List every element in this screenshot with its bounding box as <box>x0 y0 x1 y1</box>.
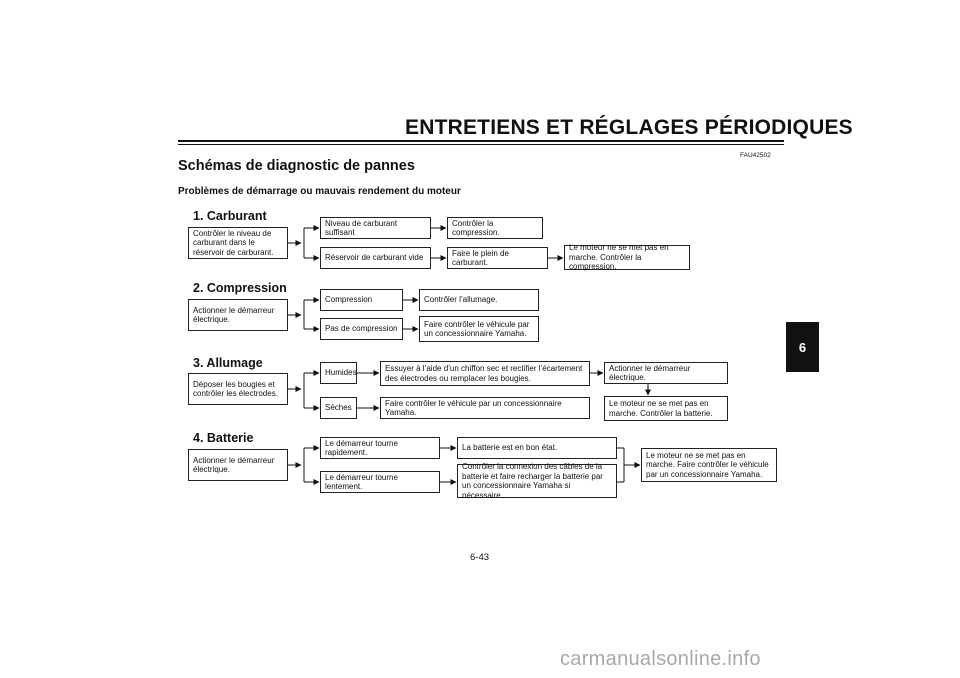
fuel-start-box <box>188 227 288 259</box>
battery-dealer-text: Le moteur ne se met pas en marche. Faire contrôler le véhicule par un concessionnaire Yamaha. <box>646 450 769 479</box>
heading-battery: 4. Batterie <box>193 431 254 445</box>
compression-ok-text: Compression <box>325 295 373 305</box>
fuel-sufficient-text: Niveau de carburant suffisant <box>325 218 398 237</box>
chapter-number: 6 <box>798 339 807 355</box>
fuel-start-text: Contrôler le niveau de carburant dans le réservoir de carburant. <box>193 228 274 257</box>
ignition-wet-box <box>320 362 357 384</box>
battery-good-text: La batterie est en bon état. <box>462 443 558 453</box>
compression-none-box <box>320 318 403 340</box>
compression-dealer-box <box>419 316 539 342</box>
battery-slow-text: Le démarreur tourne lentement. <box>325 472 398 491</box>
watermark: carmanualsonline.info <box>560 648 761 670</box>
ignition-clean-box <box>380 361 590 386</box>
ignition-clean-text: Essuyer à l’aide d’un chiffon sec et rectifier l’écartement des électrodes ou remplacer les bougies. <box>385 364 583 383</box>
battery-start-box <box>188 449 288 481</box>
compression-dealer-text: Faire contrôler le véhicule par un concessionnaire Yamaha. <box>424 319 530 338</box>
battery-fast-box <box>320 437 440 459</box>
ignition-wet-text: Humides <box>325 368 357 378</box>
battery-start-text: Actionner le démarreur électrique. <box>193 455 275 474</box>
compression-check-ignition-box <box>419 289 539 311</box>
heading-ignition: 3. Allumage <box>193 356 263 370</box>
fuel-check-compression-box <box>447 217 543 239</box>
fuel-refill-box <box>447 247 548 269</box>
compression-none-text: Pas de compression <box>325 324 398 334</box>
compression-check-ignition-text: Contrôler l’allumage. <box>424 295 498 305</box>
ignition-start-motor-text: Actionner le démarreur électrique. <box>609 363 691 382</box>
heading-compression: 2. Compression <box>193 281 287 295</box>
compression-start-text: Actionner le démarreur électrique. <box>193 305 275 324</box>
battery-recharge-text: Contrôler la connexion des câbles de la batterie et faire recharger la batterie par un concessionnaire Yamaha si nécessaire. <box>462 462 603 500</box>
page-number: 6-43 <box>470 552 490 563</box>
fuel-check-compression-text: Contrôler la compression. <box>452 218 500 237</box>
ignition-start-box <box>188 373 288 405</box>
chapter-tab <box>786 322 819 372</box>
fuel-refill-text: Faire le plein de carburant. <box>452 248 509 267</box>
ignition-no-start-text: Le moteur ne se met pas en marche. Contrôler la batterie. <box>609 399 713 418</box>
document-code: FAU42502 <box>740 152 771 159</box>
ignition-dry-box <box>320 397 357 419</box>
section-title: Schémas de diagnostic de pannes <box>178 158 415 174</box>
ignition-dealer-box <box>380 397 590 419</box>
compression-ok-box <box>320 289 403 311</box>
battery-fast-text: Le démarreur tourne rapidement. <box>325 438 398 457</box>
fuel-empty-box <box>320 247 431 269</box>
fuel-no-start-text: Le moteur ne se met pas en marche. Contrôler la compression. <box>569 243 669 272</box>
sub-title: Problèmes de démarrage ou mauvais rendement du moteur <box>178 186 461 197</box>
ignition-start-text: Déposer les bougies et contrôler les électrodes. <box>193 379 278 398</box>
ignition-no-start-box <box>604 396 728 421</box>
fuel-empty-text: Réservoir de carburant vide <box>325 253 424 263</box>
battery-slow-box <box>320 471 440 493</box>
compression-start-box <box>188 299 288 331</box>
ignition-dry-text: Sèches <box>325 403 352 413</box>
fuel-sufficient-box <box>320 217 431 239</box>
fuel-no-start-box <box>564 245 690 270</box>
battery-dealer-box <box>641 448 777 482</box>
ignition-start-motor-box <box>604 362 728 384</box>
page-title: ENTRETIENS ET RÉGLAGES PÉRIODIQUES <box>405 116 853 139</box>
battery-good-box <box>457 437 617 459</box>
ignition-dealer-text: Faire contrôler le véhicule par un concessionnaire Yamaha. <box>385 398 562 417</box>
battery-recharge-box <box>457 464 617 498</box>
heading-fuel: 1. Carburant <box>193 209 267 223</box>
